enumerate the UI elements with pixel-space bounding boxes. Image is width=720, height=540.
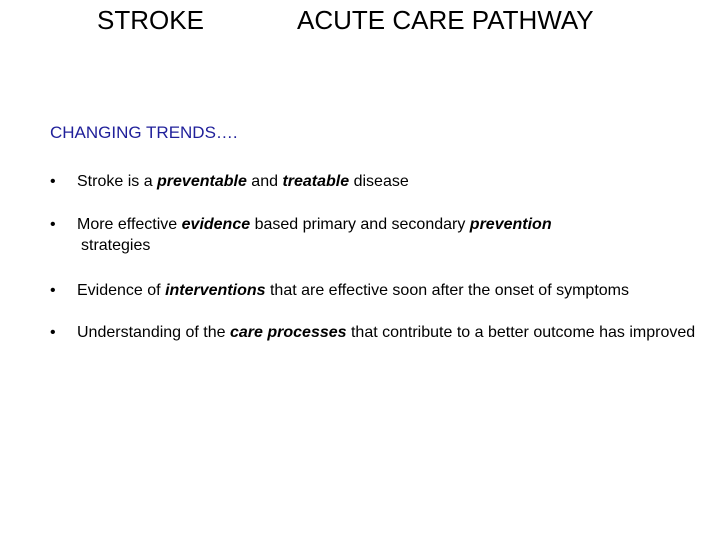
bullet-text-part: Understanding of the (77, 324, 230, 341)
section-heading: CHANGING TRENDS…. (50, 123, 238, 142)
bullet-text (77, 322, 697, 343)
emphasis-text: treatable (282, 173, 350, 190)
bullet-text-part: that are effective soon after the onset of symptoms (265, 282, 629, 299)
bullet-text-part: based primary and secondary (250, 216, 470, 233)
emphasis-text: prevention (469, 216, 552, 233)
bullet-icon: • (50, 282, 56, 299)
list-item (50, 280, 700, 301)
emphasis-text: care processes (230, 324, 347, 341)
title-acute-care-pathway: ACUTE CARE PATHWAY (297, 5, 594, 35)
list-item (50, 214, 700, 256)
title-stroke: STROKE (97, 5, 204, 35)
bullet-text (77, 171, 700, 192)
bullet-text-part: Stroke is a (77, 173, 158, 190)
bullet-text (77, 280, 700, 301)
bullet-text-part: strategies (81, 237, 151, 254)
bullet-text-part: Evidence of (77, 282, 166, 299)
bullet-text (77, 214, 700, 256)
bullet-icon: • (50, 173, 56, 190)
emphasis-text: evidence (181, 216, 251, 233)
bullet-icon: • (50, 216, 56, 233)
emphasis-text: preventable (157, 173, 247, 190)
bullet-text-part: More effective (77, 216, 182, 233)
bullet-text-part: that contribute to a better outcome has improved (346, 324, 696, 341)
list-item (50, 322, 700, 343)
bullet-text-part: disease (349, 173, 409, 190)
bullet-icon: • (50, 324, 56, 341)
list-item (50, 171, 700, 192)
emphasis-text: interventions (165, 282, 266, 299)
bullet-text-part: and (246, 173, 283, 190)
